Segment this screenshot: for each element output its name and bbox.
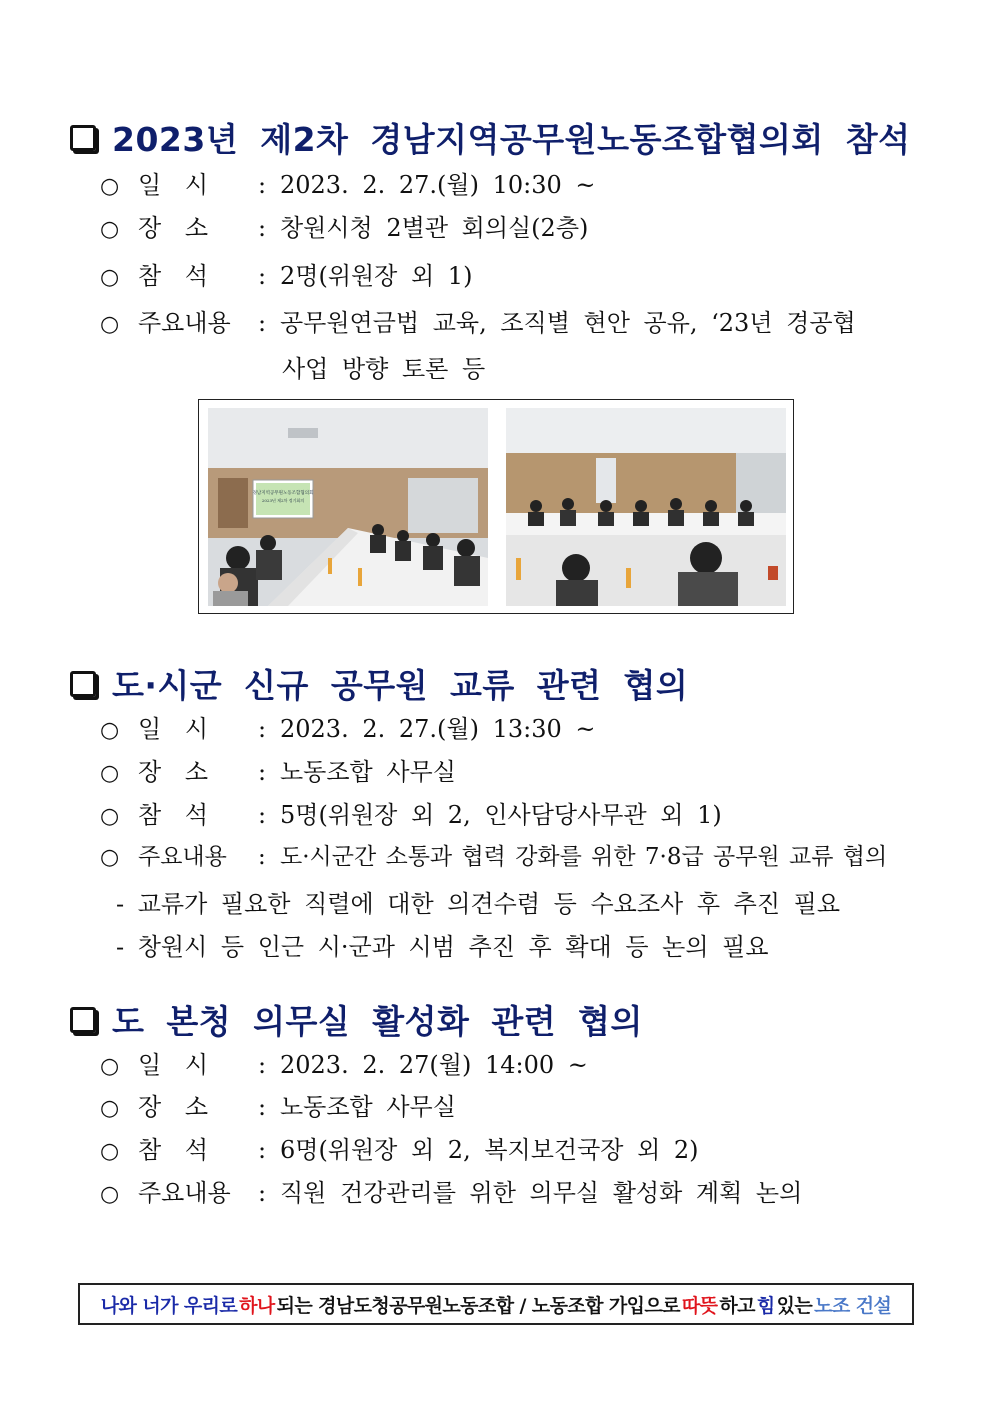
circle-bullet-icon: ○ — [100, 761, 120, 786]
banner-segment: 하고 — [719, 1294, 755, 1317]
checkbox-square-icon — [70, 125, 96, 151]
row-label: 주요내용 — [138, 1179, 231, 1207]
row-label: 참 석 — [138, 262, 208, 290]
banner-segment: 있는 — [776, 1294, 813, 1317]
section-3-row-datetime: ○ 일 시 : 2023. 2. 27(월) 14:00 ~ — [100, 1050, 588, 1082]
checkbox-square-icon — [70, 671, 96, 697]
circle-bullet-icon: ○ — [100, 217, 120, 242]
circle-bullet-icon: ○ — [100, 1096, 120, 1121]
section-1-title: 2023년 제2차 경남지역공무원노동조합협의회 참석 — [70, 114, 910, 161]
section-2-row-attendees: ○ 참 석 : 5명(위원장 외 2, 인사담당사무관 외 1) — [100, 800, 722, 832]
section-1-row-content: ○ 주요내용 : 공무원연금법 교육, 조직별 현안 공유, ‘23년 경공협 — [100, 308, 856, 340]
row-value: 도·시군간 소통과 협력 강화를 위한 7·8급 공무원 교류 협의 — [280, 844, 888, 870]
row-label: 주요내용 — [138, 309, 231, 337]
row-label: 일 시 — [138, 1051, 208, 1079]
section-1-row-datetime: ○ 일 시 : 2023. 2. 27.(월) 10:30 ~ — [100, 170, 595, 202]
row-label: 장 소 — [138, 758, 208, 786]
row-label: 참 석 — [138, 1136, 208, 1164]
row-value: 노동조합 사무실 — [280, 758, 456, 786]
circle-bullet-icon: ○ — [100, 1182, 120, 1207]
circle-bullet-icon: ○ — [100, 174, 120, 199]
row-value: 5명(위원장 외 2, 인사담당사무관 외 1) — [280, 801, 722, 829]
screen-subtitle-text: 2023년 제2차 정기회의 — [261, 498, 305, 503]
row-value: 노동조합 사무실 — [280, 1093, 456, 1121]
meeting-photo-left — [208, 408, 488, 606]
banner-segment: 따뜻 — [681, 1294, 718, 1317]
union-slogan-banner — [78, 1283, 914, 1325]
row-value: 6명(위원장 외 2, 복지보건국장 외 2) — [280, 1136, 699, 1164]
row-label: 일 시 — [138, 715, 208, 743]
circle-bullet-icon: ○ — [100, 718, 120, 743]
section-1-row-place: ○ 장 소 : 창원시청 2별관 회의실(2층) — [100, 213, 588, 245]
meeting-photo-right — [506, 408, 786, 606]
banner-segment: 노조 건설 — [814, 1294, 892, 1317]
row-label: 주요내용 — [138, 844, 227, 870]
screen-title-text: 경남지역공무원노동조합협의회 — [252, 491, 314, 496]
row-value: 2023. 2. 27(월) 14:00 ~ — [280, 1051, 588, 1079]
section-2-bullet-2: - 창원시 등 인근 시·군과 시범 추진 후 확대 등 논의 필요 — [116, 933, 769, 961]
checkbox-square-icon — [70, 1007, 96, 1033]
banner-segment: 하나 — [239, 1294, 275, 1317]
section-3-row-content: ○ 주요내용 : 직원 건강관리를 위한 의무실 활성화 계획 논의 — [100, 1178, 802, 1210]
row-value: 창원시청 2별관 회의실(2층) — [280, 214, 589, 242]
row-value: 2023. 2. 27.(월) 10:30 ~ — [280, 171, 596, 199]
row-label: 일 시 — [138, 171, 208, 199]
banner-segment: 힘 — [756, 1294, 775, 1317]
section-2-title: 도·시군 신규 공무원 교류 관련 협의 — [70, 660, 688, 707]
section-3-row-place: ○ 장 소 : 노동조합 사무실 — [100, 1092, 456, 1124]
section-1-row-attendees: ○ 참 석 : 2명(위원장 외 1) — [100, 261, 472, 293]
row-label: 장 소 — [138, 1093, 208, 1121]
circle-bullet-icon: ○ — [100, 845, 120, 870]
meeting-photos — [198, 399, 794, 614]
row-label: 장 소 — [138, 214, 208, 242]
banner-segment: 나와 너가 우리로 — [100, 1294, 238, 1317]
circle-bullet-icon: ○ — [100, 1139, 120, 1164]
circle-bullet-icon: ○ — [100, 1054, 120, 1079]
row-value: 2023. 2. 27.(월) 13:30 ~ — [280, 715, 596, 743]
row-value: 2명(위원장 외 1) — [280, 262, 473, 290]
row-value: 공무원연금법 교육, 조직별 현안 공유, ‘23년 경공협 — [280, 309, 856, 337]
section-3-title: 도 본청 의무실 활성화 관련 협의 — [70, 996, 643, 1043]
section-1-content-continuation: 사업 방향 토론 등 — [282, 355, 486, 383]
row-value: 직원 건강관리를 위한 의무실 활성화 계획 논의 — [280, 1179, 803, 1207]
section-2-row-place: ○ 장 소 : 노동조합 사무실 — [100, 757, 456, 789]
row-label: 참 석 — [138, 801, 208, 829]
circle-bullet-icon: ○ — [100, 265, 120, 290]
circle-bullet-icon: ○ — [100, 312, 120, 337]
section-2-row-datetime: ○ 일 시 : 2023. 2. 27.(월) 13:30 ~ — [100, 714, 595, 746]
circle-bullet-icon: ○ — [100, 804, 120, 829]
banner-segment: 되는 경남도청공무원노동조합 / 노동조합 가입으로 — [276, 1294, 680, 1317]
section-3-row-attendees: ○ 참 석 : 6명(위원장 외 2, 복지보건국장 외 2) — [100, 1135, 699, 1167]
section-2-bullet-1: - 교류가 필요한 직렬에 대한 의견수렴 등 수요조사 후 추진 필요 — [116, 890, 840, 918]
section-2-row-content: ○ 주요내용 : 도·시군간 소통과 협력 강화를 위한 7·8급 공무원 교류 협의 — [100, 842, 887, 873]
